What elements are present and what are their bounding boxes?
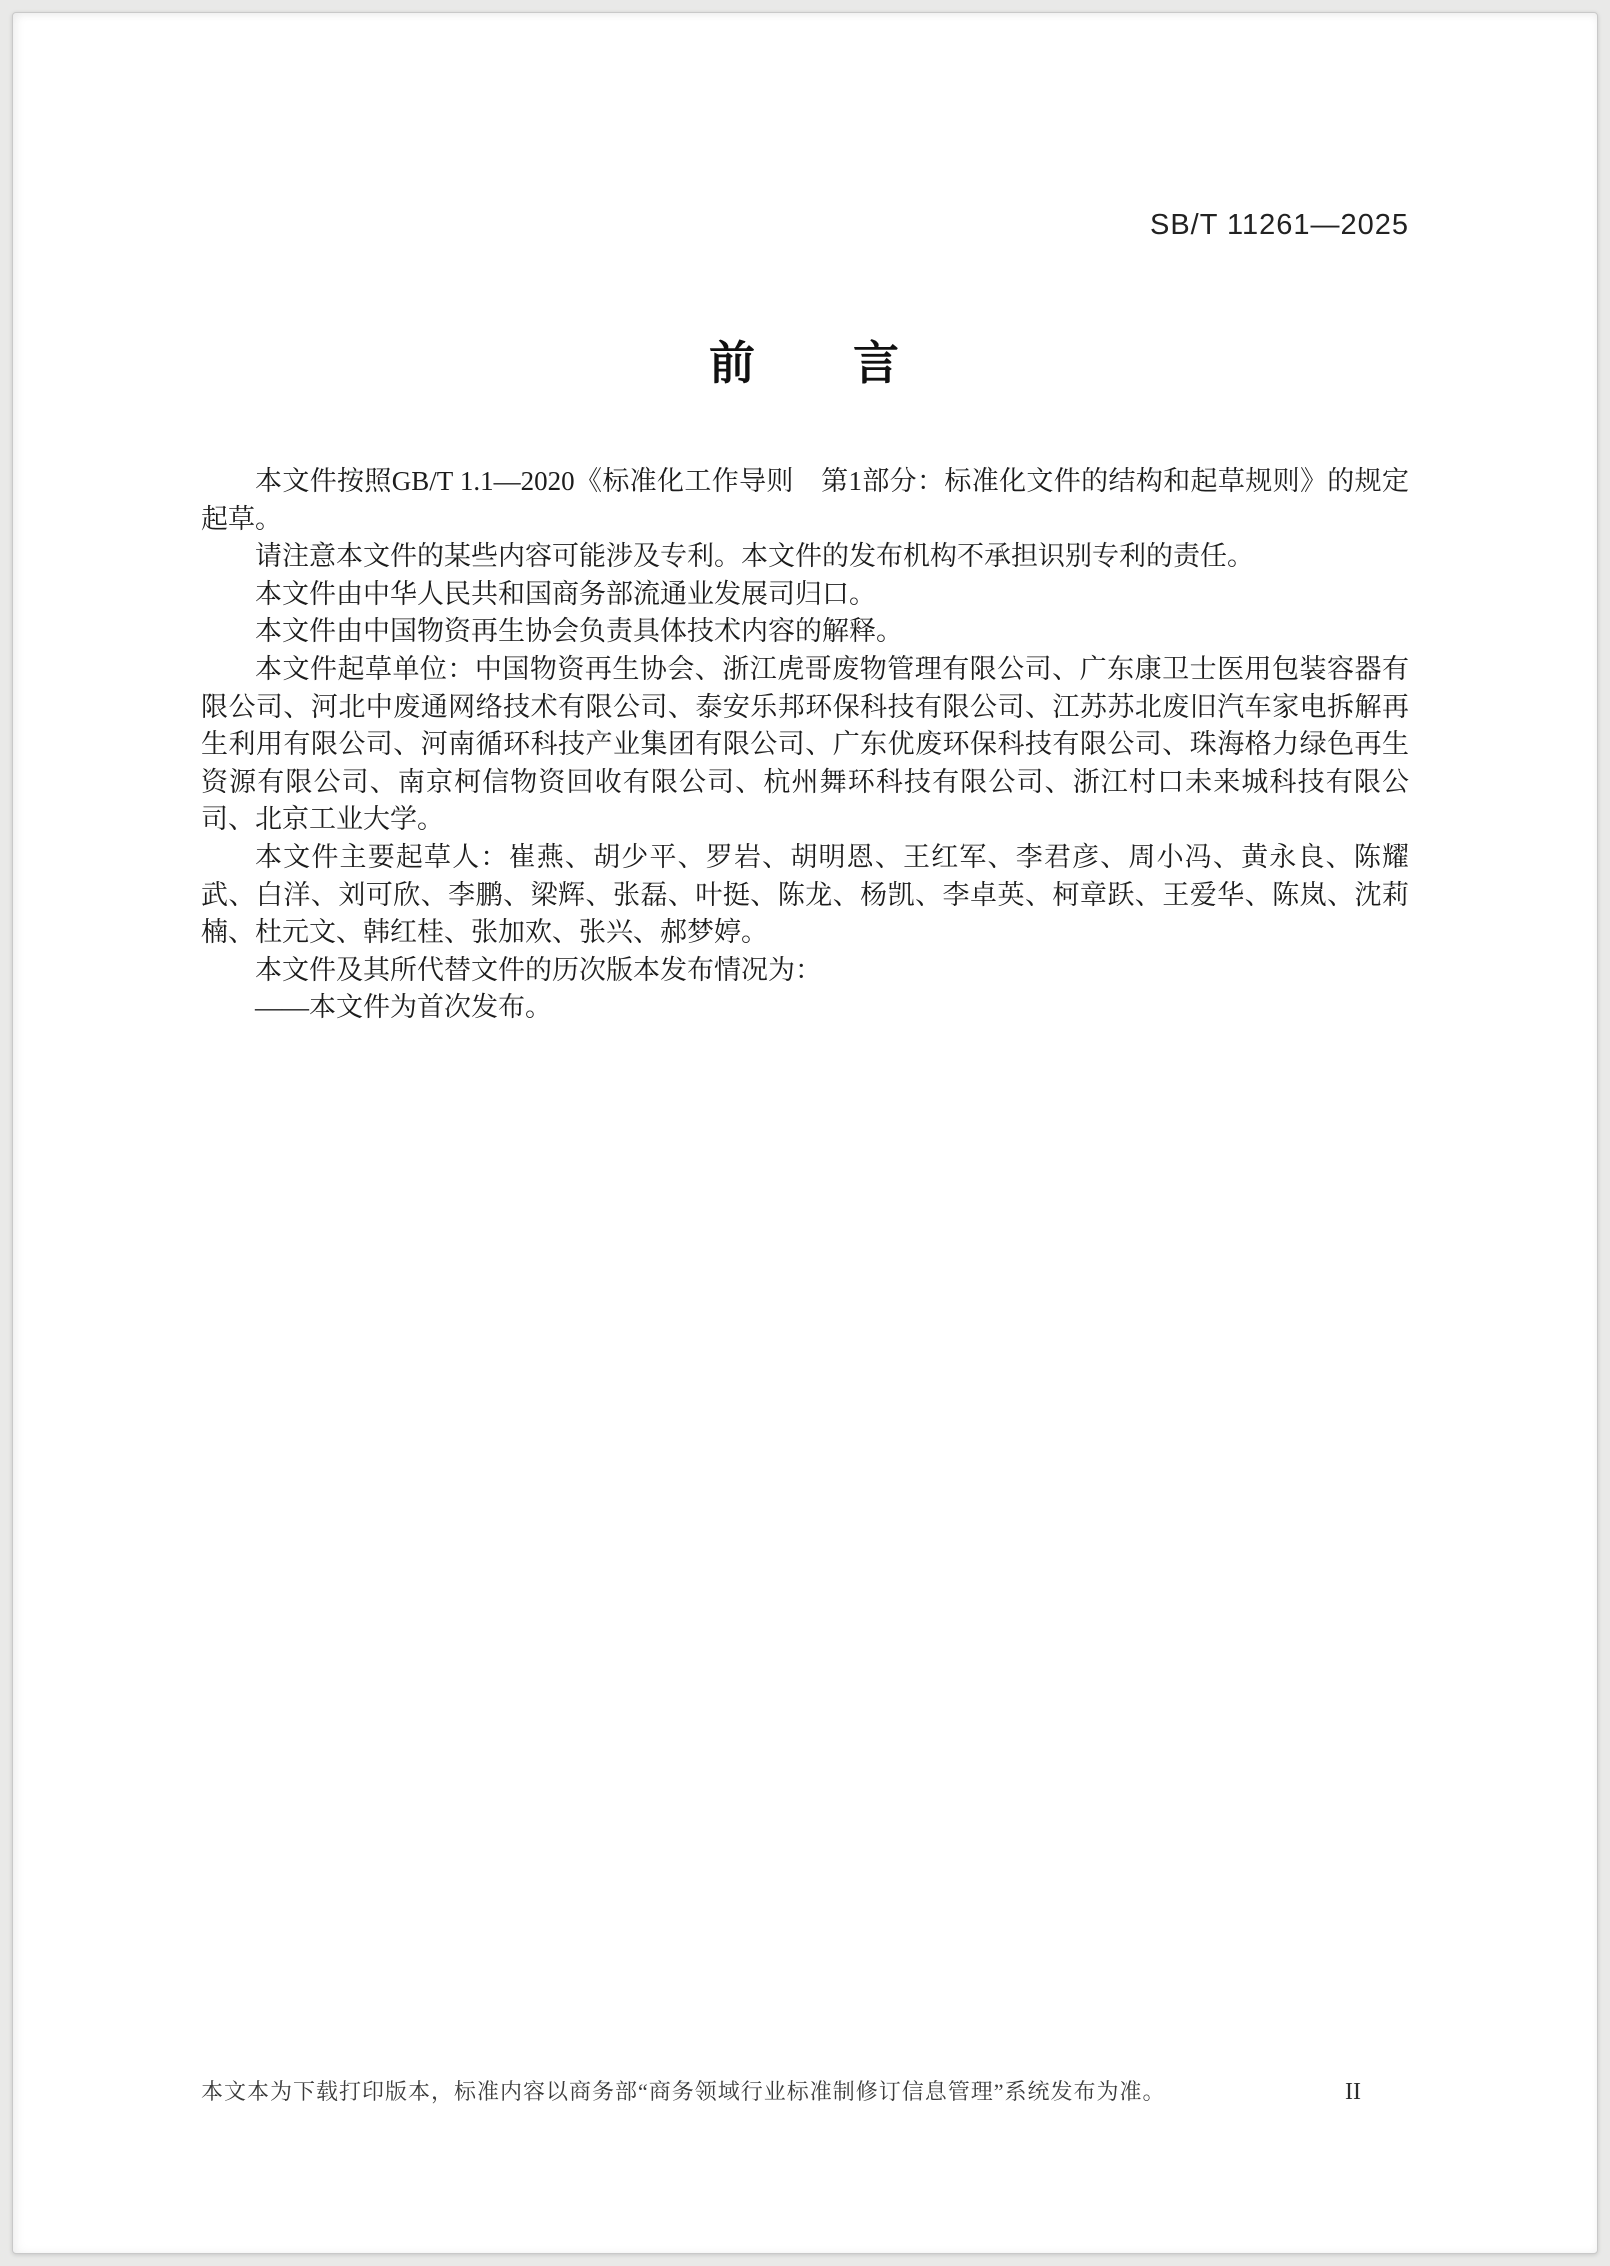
body-paragraph: 本文件由中国物资再生协会负责具体技术内容的解释。 — [255, 616, 903, 647]
standard-code: SB/T 11261—2025 — [1150, 209, 1409, 241]
page-title: 前 言 — [709, 337, 901, 389]
body-paragraph: 本文件主要起草人：崔燕、胡少平、罗岩、胡明恩、王红军、李君彦、周小冯、黄永良、陈耀武、白洋、刘可欣、李鹏、梁辉、张磊、叶挺、陈龙、杨凯、李卓英、柯章跃、王爱华、陈岚、沈莉楠、杜元文、韩红桂、张加欢、张兴、郝梦婷。 — [201, 841, 1409, 948]
body-paragraph: 本文件由中华人民共和国商务部流通业发展司归口。 — [255, 578, 876, 609]
foreword-body — [201, 463, 1409, 1027]
document-page — [12, 12, 1598, 2254]
page-content — [13, 209, 1597, 1027]
body-paragraph: 本文件起草单位：中国物资再生协会、浙江虎哥废物管理有限公司、广东康卫士医用包装容器有限公司、河北中废通网络技术有限公司、泰安乐邦环保科技有限公司、江苏苏北废旧汽车家电拆解再生利用有限公司、河南循环科技产业集团有限公司、广东优废环保科技有限公司、珠海格力绿色再生资源有限公司、南京柯信物资回收有限公司、杭州舞环科技有限公司、浙江村口未来城科技有限公司、北京工业大学。 — [201, 653, 1409, 835]
page-footer — [201, 2075, 1409, 2106]
body-paragraph: 本文件按照GB/T 1.1—2020《标准化工作导则 第1部分：标准化文件的结构和起草规则》的规定起草。 — [201, 466, 1409, 534]
footer-note: 本文本为下载打印版本，标准内容以商务部“商务领域行业标准制修订信息管理”系统发布为准。 — [201, 2079, 1166, 2104]
body-paragraph: 请注意本文件的某些内容可能涉及专利。本文件的发布机构不承担识别专利的责任。 — [255, 541, 1254, 572]
body-paragraph: 本文件及其所代替文件的历次版本发布情况为： — [255, 954, 822, 985]
page-number: II — [1345, 2079, 1361, 2105]
body-paragraph: ——本文件为首次发布。 — [255, 992, 552, 1023]
